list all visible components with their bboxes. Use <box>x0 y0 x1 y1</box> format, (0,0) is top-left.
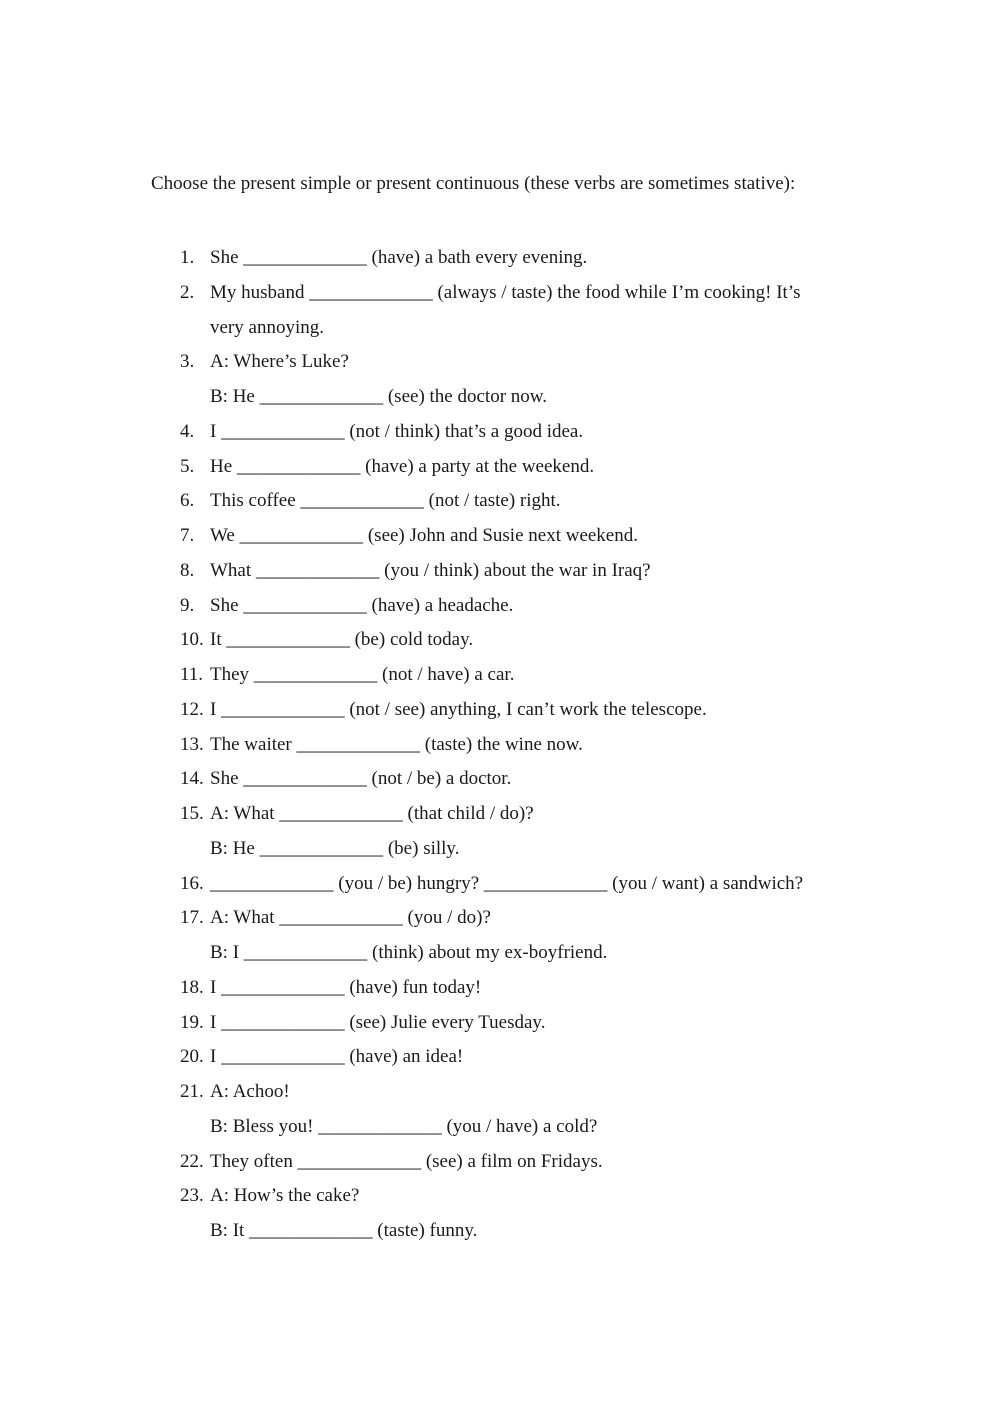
exercise-line <box>180 558 860 593</box>
exercise-number: 3. <box>180 351 195 373</box>
exercise-continuation-line <box>180 940 860 975</box>
exercise-item <box>180 280 860 350</box>
exercise-line <box>180 454 860 489</box>
exercise-text: B: I _____________ (think) about my ex-boyfriend. <box>210 942 608 963</box>
exercise-line <box>180 1079 860 1114</box>
exercise-text: She _____________ (have) a bath every evening. <box>210 247 588 268</box>
exercise-text: I _____________ (not / think) that’s a good idea. <box>210 420 584 442</box>
exercise-line <box>180 1044 860 1079</box>
exercise-text: A: Where’s Luke? <box>210 351 349 373</box>
exercise-text: I _____________ (have) an idea! <box>210 1046 464 1068</box>
exercise-line <box>180 905 860 940</box>
exercise-text: I _____________ (not / see) anything, I can’t work the telescope. <box>210 698 707 720</box>
exercise-number: 18. <box>180 976 204 998</box>
exercise-list <box>180 245 860 1253</box>
exercise-item <box>180 732 860 767</box>
exercise-line <box>180 662 860 697</box>
exercise-item <box>180 523 860 558</box>
exercise-item <box>180 454 860 489</box>
exercise-line <box>180 627 860 662</box>
exercise-text: A: What _____________ (you / do)? <box>210 907 491 929</box>
exercise-number: 17. <box>180 907 204 929</box>
exercise-line <box>180 1149 860 1184</box>
exercise-text: What _____________ (you / think) about the war in Iraq? <box>210 559 651 581</box>
exercise-text: A: How’s the cake? <box>210 1185 360 1207</box>
exercise-number: 12. <box>180 698 204 720</box>
exercise-text: very annoying. <box>210 316 324 338</box>
exercise-item <box>180 627 860 662</box>
exercise-number: 5. <box>180 455 195 477</box>
exercise-continuation-line <box>180 384 860 419</box>
exercise-number: 4. <box>180 420 195 442</box>
exercise-line <box>180 1183 860 1218</box>
exercise-line <box>180 975 860 1010</box>
exercise-text: We _____________ (see) John and Susie next weekend. <box>210 525 638 546</box>
exercise-text: B: He _____________ (see) the doctor now. <box>210 386 548 407</box>
exercise-text: He _____________ (have) a party at the weekend. <box>210 455 595 477</box>
exercise-text: They often _____________ (see) a film on Fridays. <box>210 1150 603 1172</box>
exercise-number: 1. <box>180 247 195 268</box>
exercise-text: B: He _____________ (be) silly. <box>210 837 460 859</box>
exercise-item <box>180 662 860 697</box>
exercise-continuation-line <box>180 315 860 350</box>
exercise-number: 11. <box>180 664 204 685</box>
exercise-number: 6. <box>180 490 195 512</box>
exercise-line <box>180 697 860 732</box>
exercise-line <box>180 245 860 280</box>
exercise-line <box>180 349 860 384</box>
instruction-text: Choose the present simple or present continuous (these verbs are sometimes stative): <box>151 173 796 194</box>
exercise-text: I _____________ (see) Julie every Tuesday. <box>210 1011 546 1033</box>
exercise-item <box>180 419 860 454</box>
exercise-continuation-line <box>180 1218 860 1253</box>
exercise-line <box>180 419 860 454</box>
exercise-line <box>180 280 860 315</box>
exercise-line <box>180 488 860 523</box>
exercise-item <box>180 871 860 906</box>
exercise-item <box>180 558 860 593</box>
exercise-item <box>180 1149 860 1184</box>
exercise-item <box>180 697 860 732</box>
exercise-number: 8. <box>180 559 195 581</box>
exercise-line <box>180 523 860 558</box>
exercise-item <box>180 975 860 1010</box>
exercise-text: They _____________ (not / have) a car. <box>210 664 515 685</box>
exercise-item <box>180 1079 860 1149</box>
exercise-item <box>180 245 860 280</box>
exercise-line <box>180 732 860 767</box>
exercise-text: This coffee _____________ (not / taste) right. <box>210 490 561 512</box>
exercise-item <box>180 593 860 628</box>
exercise-text: She _____________ (not / be) a doctor. <box>210 768 512 790</box>
exercise-item <box>180 905 860 975</box>
exercise-text: I _____________ (have) fun today! <box>210 976 482 998</box>
exercise-number: 22. <box>180 1150 204 1172</box>
exercise-continuation-line <box>180 1114 860 1149</box>
exercise-text: It _____________ (be) cold today. <box>210 629 474 651</box>
exercise-line <box>180 766 860 801</box>
exercise-number: 2. <box>180 281 195 303</box>
exercise-number: 16. <box>180 872 204 894</box>
exercise-line <box>180 1010 860 1045</box>
exercise-item <box>180 1183 860 1253</box>
exercise-item <box>180 766 860 801</box>
exercise-number: 19. <box>180 1011 204 1033</box>
exercise-number: 9. <box>180 594 195 616</box>
exercise-text: The waiter _____________ (taste) the wine now. <box>210 733 583 755</box>
exercise-number: 20. <box>180 1046 204 1068</box>
exercise-text: A: Achoo! <box>210 1081 290 1102</box>
exercise-continuation-line <box>180 836 860 871</box>
exercise-number: 13. <box>180 733 204 755</box>
exercise-line <box>180 593 860 628</box>
exercise-number: 10. <box>180 629 204 651</box>
exercise-line <box>180 801 860 836</box>
exercise-text: My husband _____________ (always / taste) the food while I’m cooking! It’s <box>210 281 801 303</box>
exercise-text: B: Bless you! _____________ (you / have) a cold? <box>210 1115 598 1137</box>
exercise-number: 15. <box>180 803 204 824</box>
exercise-text: A: What _____________ (that child / do)? <box>210 803 534 824</box>
exercise-number: 14. <box>180 768 204 790</box>
exercise-item <box>180 488 860 523</box>
exercise-line <box>180 871 860 906</box>
exercise-text: She _____________ (have) a headache. <box>210 594 514 616</box>
exercise-item <box>180 801 860 871</box>
exercise-item <box>180 1044 860 1079</box>
exercise-number: 23. <box>180 1185 204 1207</box>
exercise-item <box>180 349 860 419</box>
exercise-number: 7. <box>180 525 195 546</box>
exercise-text: _____________ (you / be) hungry? _____________ (you / want) a sandwich? <box>210 872 804 894</box>
exercise-text: B: It _____________ (taste) funny. <box>210 1220 478 1241</box>
exercise-item <box>180 1010 860 1045</box>
exercise-number: 21. <box>180 1081 204 1102</box>
